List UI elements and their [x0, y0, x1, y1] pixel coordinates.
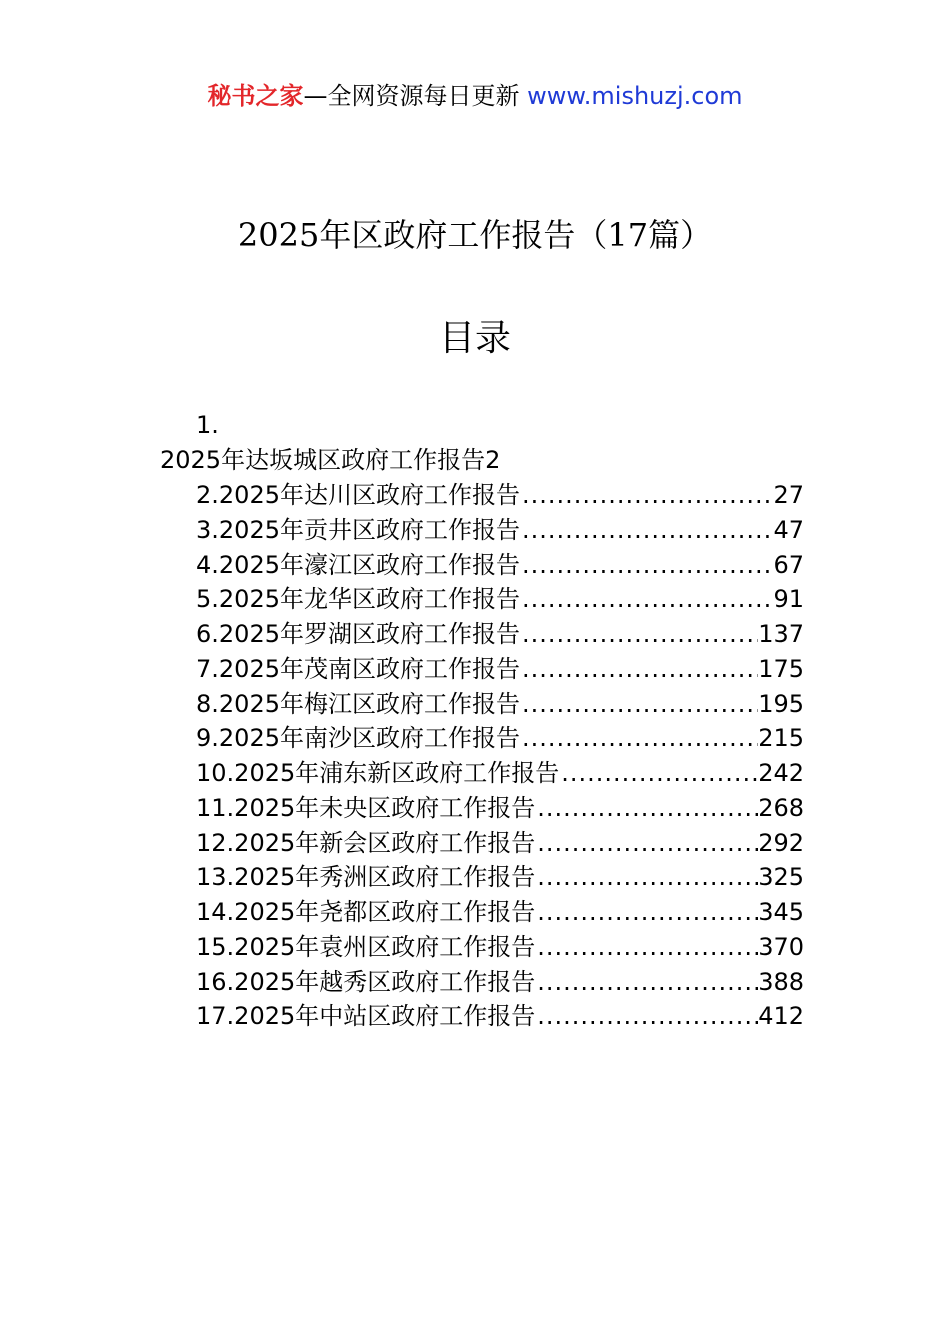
- brand-name: 秘书之家: [207, 82, 304, 110]
- toc-dot-leader: [535, 860, 758, 894]
- toc-item[interactable]: [196, 930, 804, 965]
- toc-heading: 目录: [438, 318, 511, 359]
- toc-item-label: 9.2025年南沙区政府工作报告: [196, 724, 520, 753]
- toc-item[interactable]: [196, 617, 804, 652]
- site-url-link[interactable]: www.mishuzj.com: [527, 82, 743, 110]
- header-slogan: —全网资源每日更新: [303, 82, 520, 110]
- toc-dot-leader: [520, 478, 773, 512]
- toc-item-page: 268: [758, 793, 804, 822]
- toc-dot-leader: [535, 965, 758, 999]
- toc-item[interactable]: [196, 965, 804, 1000]
- toc-item-page: 47: [773, 515, 804, 544]
- toc-item[interactable]: [196, 582, 804, 617]
- toc-item-page: 388: [758, 967, 804, 996]
- toc-item-label: 17.2025年中站区政府工作报告: [196, 1002, 536, 1031]
- toc-dot-leader: [520, 548, 773, 582]
- toc-item-page: 292: [758, 828, 804, 857]
- toc-dot-leader: [520, 582, 773, 616]
- toc-item-label: 7.2025年茂南区政府工作报告: [196, 654, 520, 683]
- toc-item[interactable]: [196, 478, 804, 513]
- toc-item[interactable]: [196, 652, 804, 687]
- toc-dot-leader: [520, 513, 773, 547]
- toc-first-item-text[interactable]: 2025年达坂城区政府工作报告2: [160, 446, 501, 474]
- toc-item[interactable]: [196, 999, 804, 1034]
- toc-dot-leader: [559, 756, 758, 790]
- toc-item-page: 325: [758, 863, 804, 892]
- toc-dot-leader: [520, 721, 758, 755]
- toc-item-page: 215: [758, 724, 804, 753]
- toc-item-label: 11.2025年未央区政府工作报告: [196, 793, 536, 822]
- toc-item[interactable]: [196, 687, 804, 722]
- toc-item-page: 242: [758, 759, 804, 787]
- toc-first-item-number: 1.: [196, 411, 219, 439]
- toc-item[interactable]: [196, 895, 804, 930]
- toc-item-label: 13.2025年秀洲区政府工作报告: [196, 863, 536, 892]
- table-of-contents: [196, 478, 804, 1034]
- toc-dot-leader: [535, 895, 758, 929]
- toc-item-page: 27: [773, 481, 804, 509]
- toc-item-label: 15.2025年袁州区政府工作报告: [196, 932, 536, 961]
- toc-item[interactable]: [196, 826, 804, 861]
- site-header: [0, 78, 950, 114]
- toc-item-label: 12.2025年新会区政府工作报告: [196, 828, 536, 857]
- toc-item-label: 10.2025年浦东新区政府工作报告: [196, 759, 560, 787]
- toc-dot-leader: [520, 687, 758, 721]
- toc-item-label: 4.2025年濠江区政府工作报告: [196, 550, 520, 579]
- toc-item-label: 5.2025年龙华区政府工作报告: [196, 585, 520, 614]
- toc-item-label: 8.2025年梅江区政府工作报告: [196, 689, 520, 718]
- toc-dot-leader: [535, 930, 758, 964]
- toc-item[interactable]: [196, 791, 804, 826]
- toc-item[interactable]: [196, 756, 804, 791]
- toc-item-page: 67: [773, 550, 804, 579]
- toc-item-label: 6.2025年罗湖区政府工作报告: [196, 620, 520, 648]
- toc-item[interactable]: [196, 513, 804, 548]
- toc-item-page: 345: [758, 898, 804, 926]
- toc-item-label: 14.2025年尧都区政府工作报告: [196, 898, 536, 926]
- document-title: 2025年区政府工作报告（17篇）: [237, 216, 713, 254]
- toc-item-label: 2.2025年达川区政府工作报告: [196, 481, 520, 509]
- toc-item[interactable]: [196, 548, 804, 583]
- toc-item-page: 370: [758, 932, 804, 961]
- toc-item-page: 137: [758, 620, 804, 648]
- toc-item-page: 91: [773, 585, 804, 614]
- toc-dot-leader: [535, 826, 758, 860]
- toc-item-label: 3.2025年贡井区政府工作报告: [196, 515, 520, 544]
- toc-dot-leader: [520, 652, 758, 686]
- toc-item-page: 175: [758, 654, 804, 683]
- toc-item-page: 412: [758, 1002, 804, 1031]
- toc-item-page: 195: [758, 689, 804, 718]
- toc-dot-leader: [520, 617, 758, 651]
- toc-item[interactable]: [196, 721, 804, 756]
- toc-item-label: 16.2025年越秀区政府工作报告: [196, 967, 536, 996]
- toc-item[interactable]: [196, 860, 804, 895]
- toc-dot-leader: [535, 791, 758, 825]
- toc-dot-leader: [535, 999, 758, 1033]
